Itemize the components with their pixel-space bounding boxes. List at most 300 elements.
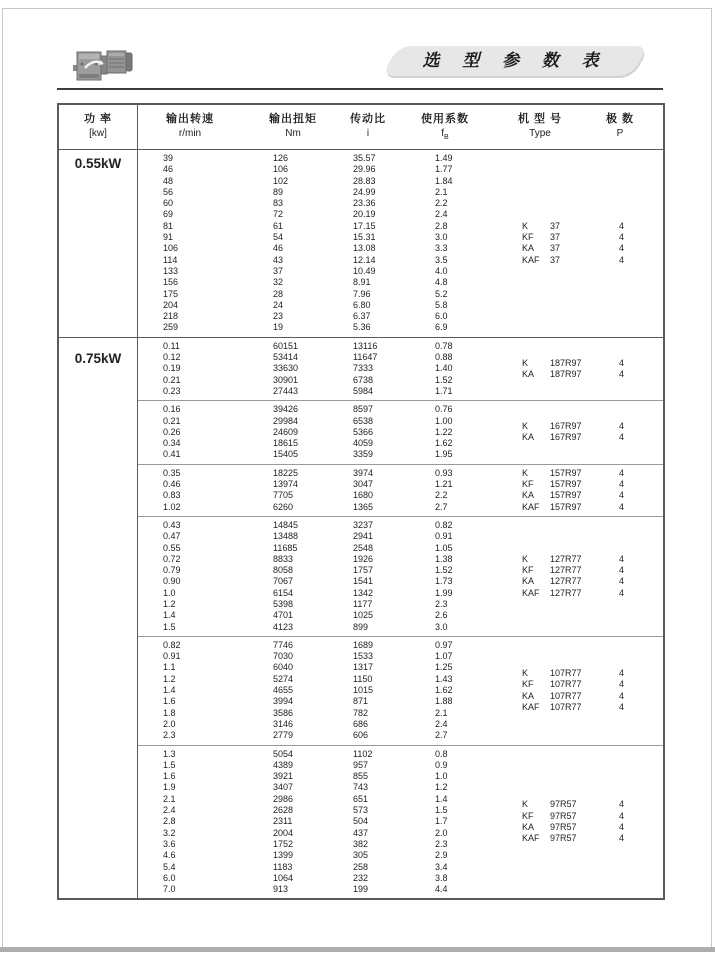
output-torque-value: 37 (273, 265, 284, 276)
service-factor-value: 6.9 (435, 322, 448, 333)
output-speed-value: 4.6 (163, 850, 176, 861)
service-factor-value: 3.4 (435, 861, 448, 872)
output-speed-value: 0.16 (163, 404, 181, 415)
header-torque-label: 输出扭矩 (269, 113, 317, 125)
output-speed-value: 1.1 (163, 662, 176, 673)
ratio-value: 5.36 (353, 322, 371, 333)
ratio-value: 8.91 (353, 277, 371, 288)
output-speed-value: 1.5 (163, 759, 176, 770)
output-torque-value: 18225 (273, 467, 299, 478)
service-factor-value: 2.9 (435, 850, 448, 861)
model-list (522, 338, 663, 400)
gearmotor-photo-icon (72, 40, 134, 90)
output-torque-value: 54 (273, 232, 284, 243)
ratio-block (138, 150, 663, 337)
model-list (522, 517, 663, 636)
output-speed-value: 1.5 (163, 621, 176, 632)
model-row (522, 468, 663, 479)
output-torque-value: 24 (273, 299, 284, 310)
output-speed-value: 0.83 (163, 490, 181, 501)
ratio-value: 1926 (353, 553, 374, 564)
header-service-factor (421, 112, 469, 145)
model-prefix: KF (522, 479, 534, 490)
header-power-column (59, 105, 138, 149)
output-torque-value: 72 (273, 209, 284, 220)
model-size: 37 (550, 232, 561, 243)
output-speed-value: 0.47 (163, 531, 181, 542)
service-factor-value: 1.71 (435, 385, 453, 396)
model-size: 107R77 (550, 690, 582, 701)
output-speed-value: 1.02 (163, 501, 181, 512)
header-model-label: 机 型 号 (517, 113, 563, 125)
output-torque-value: 4655 (273, 685, 294, 696)
output-torque-value: 43 (273, 254, 284, 265)
output-torque-value: 15405 (273, 449, 299, 460)
header-factor-unit (421, 126, 469, 145)
service-factor-value: 2.4 (435, 718, 448, 729)
ratio-value: 3359 (353, 449, 374, 460)
service-factor-value: 0.8 (435, 748, 448, 759)
service-factor-value: 2.1 (435, 186, 448, 197)
output-torque-value: 1064 (273, 872, 294, 883)
output-speed-value: 0.21 (163, 374, 181, 385)
output-torque-value: 89 (273, 186, 284, 197)
output-torque-value: 3407 (273, 782, 294, 793)
header-divider-rule (57, 88, 663, 90)
model-row (522, 554, 663, 565)
ratio-value: 24.99 (353, 186, 376, 197)
output-speed-value: 3.2 (163, 827, 176, 838)
ratio-value: 10.49 (353, 265, 376, 276)
service-factor-value: 1.5 (435, 805, 448, 816)
ratio-value: 258 (353, 861, 369, 872)
model-size: 157R97 (550, 467, 582, 478)
poles-value: 4 (619, 576, 625, 587)
model-size: 127R77 (550, 565, 582, 576)
service-factor-value: 1.38 (435, 553, 453, 564)
output-torque-value: 2779 (273, 730, 294, 741)
service-factor-value: 1.43 (435, 673, 453, 684)
output-speed-value: 0.11 (163, 340, 180, 351)
output-speed-value: 114 (163, 254, 178, 265)
output-speed-value: 3.6 (163, 838, 176, 849)
model-size: 127R77 (550, 587, 582, 598)
service-factor-value: 2.0 (435, 827, 448, 838)
output-speed-value: 2.1 (163, 793, 176, 804)
ratio-value: 3974 (353, 467, 374, 478)
model-row (522, 490, 663, 501)
ratio-value: 6.80 (353, 299, 371, 310)
model-size: 127R77 (550, 576, 582, 587)
poles-value: 4 (619, 565, 625, 576)
model-prefix: KA (522, 576, 535, 587)
model-row (522, 588, 663, 599)
ratio-value: 504 (353, 816, 369, 827)
output-speed-value: 39 (163, 153, 174, 163)
output-torque-value: 46 (273, 243, 284, 254)
ratio-value: 899 (353, 621, 369, 632)
ratio-value: 6738 (353, 374, 374, 385)
service-factor-value: 1.62 (435, 685, 453, 696)
output-torque-value: 53414 (273, 352, 299, 363)
output-speed-value: 0.26 (163, 426, 181, 437)
model-prefix: KA (522, 821, 535, 832)
model-size: 37 (550, 254, 561, 265)
output-torque-value: 6040 (273, 662, 294, 673)
output-speed-value: 2.3 (163, 730, 176, 741)
ratio-value: 4059 (353, 438, 374, 449)
ratio-value: 5984 (353, 385, 374, 396)
header-output-speed (166, 112, 214, 141)
model-prefix: K (522, 357, 529, 368)
output-torque-value: 1752 (273, 838, 294, 849)
table-header (59, 105, 663, 150)
header-power-unit: [kw] (89, 128, 107, 139)
model-row (522, 702, 663, 713)
output-torque-value: 61 (273, 220, 284, 231)
service-factor-value: 2.1 (435, 707, 448, 718)
model-prefix: KAF (522, 587, 540, 598)
model-prefix: KAF (522, 501, 540, 512)
model-row (522, 369, 663, 380)
ratio-value: 1680 (353, 490, 374, 501)
ratio-value: 606 (353, 730, 369, 741)
model-size: 157R97 (550, 501, 582, 512)
poles-value: 4 (619, 821, 625, 832)
poles-value: 4 (619, 679, 625, 690)
ratio-value: 11647 (353, 352, 378, 363)
output-torque-value: 39426 (273, 404, 299, 415)
output-speed-value: 7.0 (163, 884, 176, 895)
output-speed-value: 0.79 (163, 565, 181, 576)
ratio-value: 7.96 (353, 288, 371, 299)
model-row (522, 668, 663, 679)
service-factor-value: 0.93 (435, 467, 453, 478)
ratio-value: 855 (353, 771, 369, 782)
model-size: 107R77 (550, 679, 582, 690)
model-size: 97R57 (550, 833, 577, 844)
output-torque-value: 27443 (273, 385, 299, 396)
output-torque-value: 29984 (273, 415, 299, 426)
output-speed-value: 0.82 (163, 639, 181, 650)
model-size: 97R57 (550, 799, 577, 810)
ratio-value: 8597 (353, 404, 374, 415)
output-torque-value: 7030 (273, 651, 294, 662)
header-speed-unit: r/min (178, 128, 202, 139)
poles-value: 4 (619, 490, 625, 501)
service-factor-value: 0.9 (435, 759, 448, 770)
output-torque-value: 4389 (273, 759, 294, 770)
ratio-value: 782 (353, 707, 369, 718)
output-torque-value: 6154 (273, 587, 294, 598)
service-factor-value: 3.8 (435, 872, 448, 883)
model-size: 107R77 (550, 702, 582, 712)
output-speed-value: 0.90 (163, 576, 181, 587)
ratio-block (138, 516, 663, 636)
service-factor-value: 1.4 (435, 793, 448, 804)
output-torque-value: 13974 (273, 479, 299, 490)
model-row (522, 479, 663, 490)
output-speed-value: 5.4 (163, 861, 176, 872)
ratio-value: 651 (353, 793, 369, 804)
model-prefix: KA (522, 432, 535, 443)
ratio-value: 28.83 (353, 175, 376, 186)
model-row (522, 243, 663, 254)
output-speed-value: 0.34 (163, 438, 181, 449)
output-torque-value: 11685 (273, 542, 298, 553)
output-speed-value: 0.19 (163, 363, 181, 374)
ratio-block (138, 745, 663, 899)
output-speed-value: 1.6 (163, 771, 176, 782)
model-prefix: KF (522, 679, 534, 690)
output-torque-value: 8833 (273, 553, 294, 564)
ratio-value: 35.57 (353, 153, 376, 163)
service-factor-value: 4.4 (435, 884, 448, 895)
header-model-type (518, 112, 562, 141)
service-factor-value: 2.3 (435, 838, 448, 849)
service-factor-value: 1.95 (435, 449, 453, 460)
output-torque-value: 7746 (273, 639, 294, 650)
output-torque-value: 4701 (273, 610, 294, 621)
service-factor-value: 3.0 (435, 232, 448, 243)
ratio-value: 2941 (353, 531, 374, 542)
service-factor-value: 0.82 (435, 519, 453, 530)
poles-value: 4 (619, 432, 625, 443)
ratio-value: 1342 (353, 587, 374, 598)
model-list (522, 150, 663, 337)
output-speed-value: 1.3 (163, 748, 176, 759)
output-speed-value: 81 (163, 220, 174, 231)
ratio-value: 437 (353, 827, 369, 838)
output-torque-value: 2004 (273, 827, 294, 838)
output-torque-value: 3921 (273, 771, 294, 782)
service-factor-value: 2.2 (435, 198, 448, 209)
output-torque-value: 3146 (273, 718, 294, 729)
output-torque-value: 19 (273, 322, 284, 333)
output-torque-value: 23 (273, 311, 284, 322)
service-factor-value: 1.88 (435, 696, 453, 707)
output-torque-value: 2986 (273, 793, 294, 804)
service-factor-value: 1.99 (435, 587, 453, 598)
service-factor-value: 0.91 (435, 531, 453, 542)
header-ratio-label: 传动比 (350, 113, 386, 125)
poles-value: 4 (619, 690, 625, 701)
service-factor-value: 2.2 (435, 490, 448, 501)
ratio-value: 13.08 (353, 243, 376, 254)
model-prefix: KAF (522, 833, 540, 844)
ratio-value: 20.19 (353, 209, 376, 220)
model-row (522, 232, 663, 243)
ratio-value: 29.96 (353, 164, 376, 175)
power-rating-label: 0.55kW (74, 156, 122, 171)
output-torque-value: 3994 (273, 696, 294, 707)
poles-value: 4 (619, 799, 625, 810)
model-row (522, 576, 663, 587)
ratio-value: 1317 (353, 662, 374, 673)
output-speed-value: 1.4 (163, 685, 176, 696)
output-speed-value: 0.72 (163, 553, 181, 564)
service-factor-value: 0.76 (435, 404, 453, 415)
poles-value: 4 (619, 479, 625, 490)
output-torque-value: 13488 (273, 531, 299, 542)
service-factor-value: 1.2 (435, 782, 448, 793)
service-factor-value: 1.7 (435, 816, 448, 827)
factor-symbol: f (441, 128, 445, 139)
service-factor-value: 2.8 (435, 220, 448, 231)
ratio-value: 6.37 (353, 311, 371, 322)
output-speed-value: 0.35 (163, 467, 181, 478)
model-row (522, 822, 663, 833)
ratio-value: 305 (353, 850, 369, 861)
model-size: 97R57 (550, 821, 577, 832)
ratio-value: 1757 (353, 565, 374, 576)
ratio-value: 23.36 (353, 198, 376, 209)
header-poles-unit: P (616, 128, 624, 139)
output-speed-value: 1.2 (163, 673, 176, 684)
model-size: 157R97 (550, 490, 582, 501)
ratio-value: 1177 (353, 598, 373, 609)
output-speed-value: 6.0 (163, 872, 176, 883)
service-factor-value: 0.78 (435, 340, 453, 351)
power-column (59, 338, 138, 899)
service-factor-value: 1.40 (435, 363, 453, 374)
ratio-value: 2548 (353, 542, 374, 553)
output-speed-value: 175 (163, 288, 179, 299)
output-speed-value: 0.46 (163, 479, 181, 490)
model-prefix: K (522, 553, 529, 564)
model-list (522, 746, 663, 899)
table-body (59, 150, 663, 898)
output-torque-value: 32 (273, 277, 284, 288)
poles-value: 4 (619, 553, 625, 564)
poles-value: 4 (619, 587, 625, 598)
output-torque-value: 126 (273, 153, 289, 163)
model-size: 107R77 (550, 668, 582, 679)
output-torque-value: 18615 (273, 438, 299, 449)
output-torque-value: 2311 (273, 816, 293, 827)
output-speed-value: 0.23 (163, 385, 181, 396)
ratio-value: 1533 (353, 651, 374, 662)
model-row (522, 255, 663, 266)
output-torque-value: 8058 (273, 565, 294, 576)
header-model-unit: Type (529, 128, 551, 139)
service-factor-value: 1.07 (435, 651, 453, 662)
service-factor-value: 5.2 (435, 288, 448, 299)
output-speed-value: 133 (163, 265, 179, 276)
service-factor-value: 2.4 (435, 209, 448, 220)
output-speed-value: 69 (163, 209, 174, 220)
page-title: 选 型 参 数 表 (422, 51, 608, 70)
model-size: 127R77 (550, 553, 582, 564)
model-row (522, 502, 663, 513)
service-factor-value: 1.73 (435, 576, 453, 587)
poles-value: 4 (619, 232, 625, 243)
model-prefix: K (522, 220, 529, 231)
output-torque-value: 1183 (273, 861, 293, 872)
service-factor-value: 0.97 (435, 639, 453, 650)
model-prefix: KF (522, 565, 534, 576)
service-factor-value: 1.77 (435, 164, 453, 175)
output-torque-value: 83 (273, 198, 284, 209)
output-torque-value: 7067 (273, 576, 294, 587)
ratio-value: 573 (353, 805, 369, 816)
model-size: 157R97 (550, 479, 582, 490)
output-speed-value: 1.8 (163, 707, 176, 718)
model-prefix: K (522, 467, 529, 478)
power-section (59, 150, 663, 337)
service-factor-value: 2.3 (435, 598, 448, 609)
model-size: 187R97 (550, 368, 582, 379)
output-speed-value: 2.0 (163, 718, 176, 729)
service-factor-value: 1.0 (435, 771, 448, 782)
service-factor-value: 1.05 (435, 542, 453, 553)
model-list (522, 637, 663, 745)
model-list (522, 465, 663, 516)
model-row (522, 811, 663, 822)
poles-value: 4 (619, 833, 625, 844)
ratio-block (138, 400, 663, 463)
poles-value: 4 (619, 501, 625, 512)
model-size: 97R57 (550, 810, 577, 821)
ratio-value: 1365 (353, 501, 374, 512)
header-transmission-ratio (350, 112, 386, 141)
output-torque-value: 106 (273, 164, 289, 175)
poles-value: 4 (619, 357, 625, 368)
model-prefix: KA (522, 243, 535, 254)
output-speed-value: 91 (163, 232, 174, 243)
model-row (522, 358, 663, 369)
output-torque-value: 5398 (273, 598, 294, 609)
model-row (522, 432, 663, 443)
output-torque-value: 5054 (273, 748, 294, 759)
ratio-value: 15.31 (353, 232, 376, 243)
output-speed-value: 0.21 (163, 415, 181, 426)
ratio-value: 1025 (353, 610, 374, 621)
service-factor-value: 1.84 (435, 175, 453, 186)
header-power-label: 功 率 (83, 113, 113, 125)
output-torque-value: 24609 (273, 426, 299, 437)
model-row (522, 421, 663, 432)
output-torque-value: 28 (273, 288, 284, 299)
model-prefix: KAF (522, 254, 540, 265)
power-column (59, 150, 138, 337)
output-torque-value: 913 (273, 884, 289, 895)
model-size: 187R97 (550, 357, 582, 368)
output-speed-value: 1.6 (163, 696, 176, 707)
service-factor-value: 1.52 (435, 374, 453, 385)
poles-value: 4 (619, 254, 625, 265)
output-torque-value: 30901 (273, 374, 299, 385)
model-prefix: K (522, 668, 529, 679)
model-row (522, 833, 663, 844)
output-speed-value: 48 (163, 175, 174, 186)
output-speed-value: 1.4 (163, 610, 176, 621)
ratio-value: 743 (353, 782, 369, 793)
output-speed-value: 1.0 (163, 587, 176, 598)
model-prefix: KAF (522, 702, 540, 712)
header-speed-label: 输出转速 (166, 113, 214, 125)
model-prefix: KA (522, 490, 535, 501)
output-speed-value: 0.55 (163, 542, 181, 553)
header-data-columns (138, 105, 663, 149)
output-speed-value: 56 (163, 186, 174, 197)
service-factor-value: 5.8 (435, 299, 448, 310)
header-poles-label: 极 数 (605, 113, 635, 125)
ratio-value: 1689 (353, 639, 374, 650)
model-row (522, 691, 663, 702)
service-factor-value: 3.3 (435, 243, 448, 254)
output-speed-value: 2.8 (163, 816, 176, 827)
